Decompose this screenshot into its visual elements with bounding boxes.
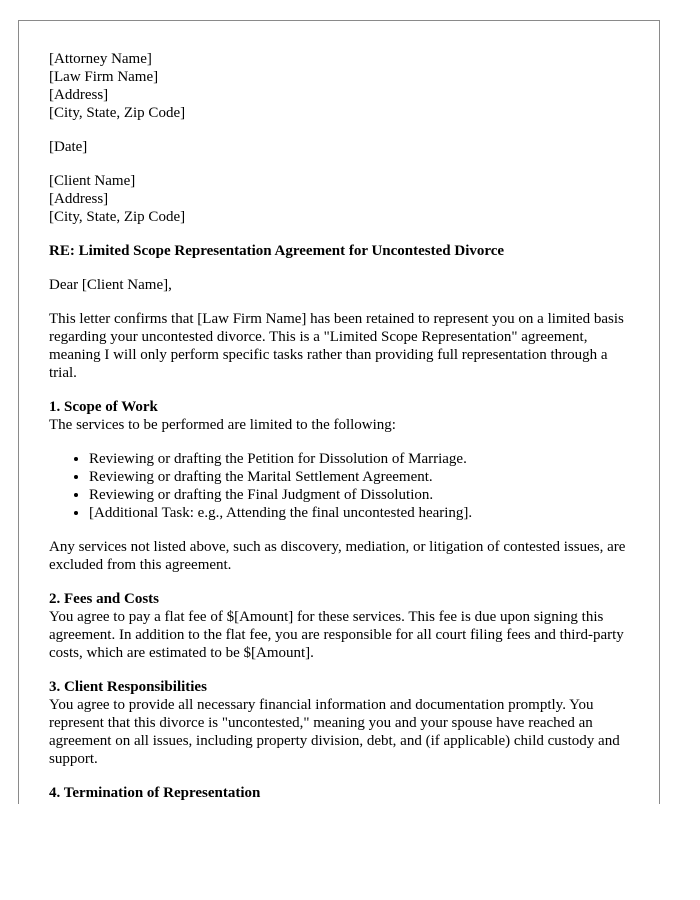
scope-heading: 1. Scope of Work [49, 399, 158, 415]
scope-list-item: • [Additional Task: e.g., Attending the final uncontested hearing]. [89, 504, 639, 522]
letter-content [49, 50, 639, 802]
recipient-city-state-zip: [City, State, Zip Code] [49, 209, 186, 225]
sender-law-firm-name: [Law Firm Name] [49, 69, 159, 85]
section-scope-of-work [49, 398, 639, 574]
scope-list-item: • Reviewing or drafting the Petition for Dissolution of Marriage. [89, 450, 639, 468]
sender-city-state-zip: [City, State, Zip Code] [49, 105, 186, 121]
fees-heading: 2. Fees and Costs [49, 591, 160, 607]
subject-text: RE: Limited Scope Representation Agreement for Uncontested Divorce [49, 243, 505, 259]
scope-lead: The services to be performed are limited to the following: [49, 417, 396, 433]
subject-line [49, 242, 639, 260]
section-termination [49, 784, 639, 802]
letter-date [49, 138, 639, 156]
sender-attorney-name: [Attorney Name] [49, 51, 152, 67]
scope-list-item: • Reviewing or drafting the Final Judgment of Dissolution. [89, 486, 639, 504]
intro-paragraph: This letter confirms that [Law Firm Name] has been retained to represent you on a limited basis regarding your uncontested divorce. This is a "Limited Scope Representation" agreement, meaning I will only perform specific tasks rather than providing full representation through a trial. [49, 311, 624, 381]
salutation: Dear [Client Name], [49, 277, 172, 293]
section-fees-and-costs [49, 590, 639, 662]
date-text: [Date] [49, 139, 88, 155]
letter-page [18, 20, 660, 804]
sender-address: [Address] [49, 87, 109, 103]
fees-body: You agree to pay a flat fee of $[Amount] for these services. This fee is due upon signing this agreement. In addition to the flat fee, you are responsible for all court filing fees and third-party costs, which are estimated to be $[Amount]. [49, 609, 624, 661]
termination-heading: 4. Termination of Representation [49, 785, 261, 801]
sender-address-block [49, 50, 639, 122]
recipient-address-block [49, 172, 639, 226]
scope-exclusion: Any services not listed above, such as discovery, mediation, or litigation of contested issues, are excluded from this agreement. [49, 539, 626, 573]
scope-list-item: • Reviewing or drafting the Marital Settlement Agreement. [89, 468, 639, 486]
client-responsibilities-heading: 3. Client Responsibilities [49, 679, 207, 695]
recipient-address: [Address] [49, 191, 109, 207]
section-client-responsibilities [49, 678, 639, 768]
scope-list [49, 450, 639, 522]
client-responsibilities-body: You agree to provide all necessary financial information and documentation promptly. You represent that this divorce is "uncontested," meaning you and your spouse have reached an agreement on all issues, including property division, debt, and (if applicable) child custody and support. [49, 697, 620, 767]
recipient-client-name: [Client Name] [49, 173, 136, 189]
